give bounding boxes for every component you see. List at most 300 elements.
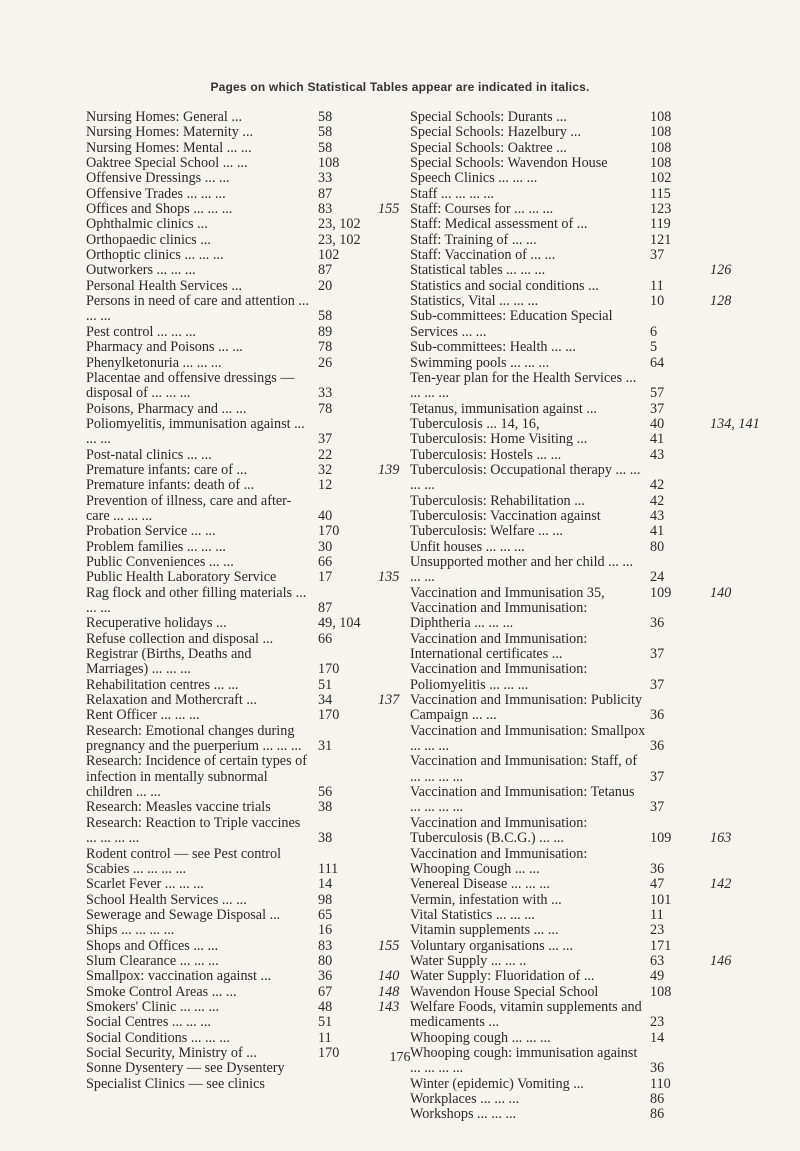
index-entry-text: Oaktree Special School ... ... bbox=[86, 155, 248, 172]
index-entry-text: Offices and Shops ... ... ... bbox=[86, 201, 233, 218]
index-entry-text: Tuberculosis: Home Visiting ... bbox=[410, 431, 588, 448]
index-entry bbox=[410, 509, 776, 524]
index-entry-text: Vaccination and Immunisation: International certificates ... bbox=[410, 630, 588, 663]
index-entry-pages: 51 bbox=[318, 1014, 333, 1031]
index-entry-pages: 108 bbox=[650, 109, 672, 125]
index-entry bbox=[86, 356, 382, 371]
index-entry-pages: 67 bbox=[318, 983, 333, 1000]
index-entry bbox=[86, 983, 400, 1000]
index-entry-table-pages: 163 bbox=[710, 830, 732, 847]
index-entry bbox=[86, 923, 382, 938]
index-entry-pages: 17 bbox=[318, 569, 333, 586]
index-entry bbox=[86, 402, 382, 417]
index-entry-text: Relaxation and Mothercraft ... bbox=[86, 692, 257, 709]
index-entry-table-pages: 155 bbox=[378, 937, 400, 954]
index-entry bbox=[410, 1092, 776, 1107]
index-entry-text: Prevention of illness, care and after-care ... ... ... bbox=[86, 492, 292, 524]
index-entry-pages: 63 bbox=[650, 952, 665, 969]
index-entry-pages: 56 bbox=[318, 784, 333, 801]
index-column-right bbox=[410, 110, 776, 1123]
index-entry-pages: 171 bbox=[650, 937, 672, 954]
index-entry bbox=[410, 969, 776, 984]
index-entry-text: Offensive Dressings ... ... bbox=[86, 170, 230, 187]
index-entry-pages: 87 bbox=[318, 262, 333, 279]
index-entry-pages: 24 bbox=[650, 569, 665, 586]
index-entry-pages: 49, 104 bbox=[318, 615, 361, 632]
index-entry bbox=[410, 524, 776, 539]
index-entry-text: Sonne Dysentery — see Dysentery bbox=[86, 1060, 285, 1077]
index-entry-pages: 37 bbox=[650, 676, 665, 693]
index-entry bbox=[410, 171, 776, 186]
index-entry-pages: 83 bbox=[318, 937, 333, 954]
index-entry bbox=[410, 985, 776, 1000]
index-entry-text: Whooping cough ... ... ... bbox=[410, 1029, 551, 1046]
index-entry-pages: 36 bbox=[650, 615, 665, 632]
index-entry-text: Staff: Courses for ... ... ... bbox=[410, 201, 554, 218]
index-entry-pages: 108 bbox=[318, 155, 340, 172]
index-entry bbox=[86, 1031, 382, 1046]
index-entry-text: Tuberculosis: Hostels ... ... bbox=[410, 446, 562, 463]
index-entry-table-pages: 140 bbox=[378, 968, 400, 985]
index-entry bbox=[410, 402, 776, 417]
index-entry-pages: 102 bbox=[318, 247, 340, 264]
index-entry-text: Premature infants: care of ... bbox=[86, 461, 248, 478]
index-entry bbox=[86, 201, 400, 218]
index-entry-text: Public Conveniences ... ... bbox=[86, 553, 234, 570]
index-entry bbox=[86, 187, 382, 202]
index-entry-pages: 43 bbox=[650, 507, 665, 524]
index-entry-text: Statistics and social conditions ... bbox=[410, 277, 599, 294]
index-entry-text: Rent Officer ... ... ... bbox=[86, 707, 200, 724]
index-entry bbox=[410, 371, 776, 402]
index-entry bbox=[86, 448, 382, 463]
index-entry bbox=[86, 877, 382, 892]
index-entry bbox=[86, 647, 382, 678]
index-entry-pages: 58 bbox=[318, 139, 333, 156]
index-entry-pages: 86 bbox=[650, 1106, 665, 1123]
index-entry-text: Smoke Control Areas ... ... bbox=[86, 983, 237, 1000]
index-entry-text: Probation Service ... ... bbox=[86, 523, 216, 540]
index-entry bbox=[410, 125, 776, 140]
index-entry-table-pages: 148 bbox=[378, 983, 400, 1000]
index-entry bbox=[86, 279, 382, 294]
index-entry-text: Vaccination and Immunisation: Tetanus ... ... ... ... bbox=[410, 784, 635, 816]
index-entry bbox=[410, 1107, 776, 1122]
index-entry-table-pages: 134, 141 bbox=[710, 415, 760, 432]
index-entry bbox=[410, 356, 776, 371]
index-entry-pages: 37 bbox=[650, 400, 665, 417]
index-entry bbox=[410, 463, 776, 494]
index-entry-table-pages: 140 bbox=[710, 584, 732, 601]
index-entry-pages: 57 bbox=[650, 385, 665, 402]
index-entry-pages: 42 bbox=[650, 492, 665, 509]
index-entry bbox=[410, 754, 776, 785]
index-entry-pages: 38 bbox=[318, 830, 333, 847]
index-entry bbox=[86, 171, 382, 186]
index-entry bbox=[410, 693, 776, 724]
index-entry bbox=[410, 187, 776, 202]
index-entry-text: Orthopaedic clinics ... bbox=[86, 231, 211, 248]
index-entry-pages: 49 bbox=[650, 968, 665, 985]
index-entry-pages: 80 bbox=[650, 538, 665, 555]
index-entry bbox=[410, 279, 776, 294]
index-entry-pages: 119 bbox=[650, 216, 671, 233]
index-entry bbox=[410, 954, 776, 969]
index-entry-pages: 37 bbox=[318, 431, 333, 448]
index-entry-pages: 83 bbox=[318, 201, 333, 218]
index-entry-pages: 33 bbox=[318, 385, 333, 402]
index-entry bbox=[86, 248, 382, 263]
index-entry bbox=[410, 202, 776, 217]
index-entry-pages: 23, 102 bbox=[318, 231, 361, 248]
index-entry bbox=[410, 233, 776, 248]
index-entry bbox=[86, 569, 400, 586]
index-entry-text: Social Centres ... ... ... bbox=[86, 1014, 211, 1031]
index-entry-text: Swimming pools ... ... ... bbox=[410, 354, 550, 371]
index-entry-table-pages: 143 bbox=[378, 998, 400, 1015]
index-entry bbox=[410, 1077, 776, 1092]
index-entry-pages: 41 bbox=[650, 431, 665, 448]
index-entry-text: Recuperative holidays ... bbox=[86, 615, 227, 632]
index-entry-text: Whooping cough: immunisation against ... ... ... ... bbox=[410, 1044, 638, 1077]
index-entry-pages: 11 bbox=[318, 1029, 332, 1046]
index-entry-table-pages: 139 bbox=[378, 461, 400, 478]
index-entry bbox=[86, 800, 382, 815]
index-entry-pages: 37 bbox=[650, 768, 665, 785]
index-entry-pages: 11 bbox=[650, 277, 664, 294]
index-entry bbox=[410, 785, 776, 816]
index-entry-table-pages: 135 bbox=[378, 569, 400, 586]
index-entry-text: Shops and Offices ... ... bbox=[86, 937, 219, 954]
index-entry-pages: 58 bbox=[318, 124, 333, 141]
index-entry bbox=[86, 263, 382, 278]
index-entry-pages: 109 bbox=[650, 584, 672, 601]
index-entry bbox=[410, 156, 776, 171]
index-entry-text: Staff: Training of ... ... bbox=[410, 231, 537, 248]
index-entry-table-pages: 155 bbox=[378, 201, 400, 218]
index-entry-text: Vaccination and Immunisation: Poliomyelitis ... ... ... bbox=[410, 661, 588, 693]
index-entry bbox=[86, 233, 382, 248]
index-entry-pages: 111 bbox=[318, 860, 339, 877]
index-entry-text: Rag flock and other filling materials ... ... ... bbox=[86, 584, 307, 616]
index-entry-pages: 98 bbox=[318, 891, 333, 908]
index-entry-text: Pharmacy and Poisons ... ... bbox=[86, 339, 243, 356]
index-entry-text: Wavendon House Special School bbox=[410, 983, 599, 1000]
index-entry-pages: 80 bbox=[318, 952, 333, 969]
index-entry-text: Tuberculosis: Vaccination against bbox=[410, 507, 601, 524]
index-entry-pages: 48 bbox=[318, 998, 333, 1015]
index-entry bbox=[86, 325, 382, 340]
index-entry-text: Tuberculosis ... 14, 16, bbox=[410, 415, 540, 432]
index-entry-pages: 36 bbox=[650, 1060, 665, 1077]
index-entry bbox=[86, 678, 382, 693]
index-entry-text: Registrar (Births, Deaths and Marriages) ... ... ... bbox=[86, 646, 252, 678]
index-entry-pages: 121 bbox=[650, 231, 672, 248]
index-entry-pages: 23 bbox=[650, 922, 665, 939]
index-entry bbox=[86, 893, 382, 908]
index-entry-text: Research: Reaction to Triple vaccines ... ... ... ... bbox=[86, 814, 301, 847]
index-entry-pages: 11 bbox=[650, 906, 664, 923]
index-entry-pages: 10 bbox=[650, 293, 665, 310]
index-entry-text: Nursing Homes: Mental ... ... bbox=[86, 139, 252, 156]
index-entry-text: Water Supply ... ... .. bbox=[410, 952, 527, 969]
index-entry-pages: 30 bbox=[318, 538, 333, 555]
index-entry-text: Nursing Homes: General ... bbox=[86, 109, 243, 125]
index-entry-pages: 23 bbox=[650, 1014, 665, 1031]
index-entry-pages: 108 bbox=[650, 983, 672, 1000]
index-entry bbox=[86, 217, 382, 232]
index-entry-text: School Health Services ... ... bbox=[86, 891, 247, 908]
index-entry-pages: 40 bbox=[650, 415, 665, 432]
index-entry-pages: 123 bbox=[650, 201, 672, 218]
page-number: 176 bbox=[389, 1050, 411, 1065]
index-entry-pages: 36 bbox=[318, 968, 333, 985]
index-entry-text: Specialist Clinics — see clinics bbox=[86, 1075, 265, 1092]
index-entry-pages: 14 bbox=[650, 1029, 665, 1046]
index-entry bbox=[410, 540, 776, 555]
index-entry-pages: 16 bbox=[318, 922, 333, 939]
index-entry-text: Tetanus, immunisation against ... bbox=[410, 400, 597, 417]
index-entry-text: Workshops ... ... ... bbox=[410, 1106, 517, 1123]
index-entry bbox=[86, 371, 382, 402]
index-entry-text: Rodent control — see Pest control bbox=[86, 845, 282, 862]
index-entry-text: Outworkers ... ... ... bbox=[86, 262, 196, 279]
index-entry bbox=[410, 432, 776, 447]
index-entry-table-pages: 146 bbox=[710, 952, 732, 969]
index-entry-pages: 37 bbox=[650, 247, 665, 264]
index-entry-text: Post-natal clinics ... ... bbox=[86, 446, 212, 463]
index-entry-text: Unsupported mother and her child ... ... ... ... bbox=[410, 553, 634, 586]
index-entry-text: Ophthalmic clinics ... bbox=[86, 216, 208, 233]
index-entry-text: Placentae and offensive dressings — disposal of ... ... ... bbox=[86, 369, 295, 402]
index-entry-text: Rehabilitation centres ... ... bbox=[86, 676, 239, 693]
index-entry-text: Scarlet Fever ... ... ... bbox=[86, 876, 204, 893]
index-entry-pages: 87 bbox=[318, 600, 333, 616]
index-entry-text: Research: Incidence of certain types of infection in mentally subnormal children ... ... bbox=[86, 753, 307, 801]
index-entry-text: Slum Clearance ... ... ... bbox=[86, 952, 219, 969]
index-entry bbox=[86, 937, 400, 954]
index-entry bbox=[86, 724, 382, 755]
index-entry-text: Smallpox: vaccination against ... bbox=[86, 968, 272, 985]
index-entry bbox=[86, 632, 382, 647]
index-entry bbox=[86, 954, 382, 969]
index-entry-text: Speech Clinics ... ... ... bbox=[410, 170, 538, 187]
index-entry-text: Vermin, infestation with ... bbox=[410, 891, 562, 908]
index-entry-text: Offensive Trades ... ... ... bbox=[86, 185, 226, 202]
index-entry bbox=[410, 141, 776, 156]
index-entry-pages: 110 bbox=[650, 1075, 671, 1092]
index-entry-text: Vaccination and Immunisation: Smallpox ... ... ... bbox=[410, 722, 646, 755]
index-entry-pages: 34 bbox=[318, 692, 333, 709]
index-entry bbox=[86, 478, 382, 493]
index-entry-text: Vital Statistics ... ... ... bbox=[410, 906, 535, 923]
index-entry bbox=[86, 494, 382, 525]
index-entry-text: Ten-year plan for the Health Services ... ... ... ... bbox=[410, 369, 637, 402]
index-entry bbox=[410, 110, 776, 125]
index-entry bbox=[410, 908, 776, 923]
index-entry bbox=[86, 754, 382, 800]
index-entry bbox=[410, 662, 776, 693]
index-entry-pages: 33 bbox=[318, 170, 333, 187]
index-entry-pages: 65 bbox=[318, 906, 333, 923]
index-entry-pages: 20 bbox=[318, 277, 333, 294]
index-entry bbox=[410, 263, 776, 278]
index-entry-text: Scabies ... ... ... ... bbox=[86, 860, 187, 877]
index-entry-pages: 78 bbox=[318, 339, 333, 356]
index-entry bbox=[410, 448, 776, 463]
index-entry-pages: 41 bbox=[650, 523, 665, 540]
index-entry bbox=[86, 555, 382, 570]
index-entry-pages: 101 bbox=[650, 891, 672, 908]
index-entry bbox=[86, 110, 382, 125]
index-header-note: Pages on which Statistical Tables appear are indicated in italics. bbox=[210, 80, 590, 94]
index-entry-pages: 14 bbox=[318, 876, 333, 893]
index-entry bbox=[410, 847, 776, 878]
index-entry-text: Special Schools: Durants ... bbox=[410, 109, 567, 125]
index-entry-text: Statistics, Vital ... ... ... bbox=[410, 293, 539, 310]
index-entry-text: Unfit houses ... ... ... bbox=[410, 538, 525, 555]
index-entry-text: Winter (epidemic) Vomiting ... bbox=[410, 1075, 584, 1092]
index-entry-pages: 108 bbox=[650, 155, 672, 172]
index-entry-pages: 170 bbox=[318, 661, 340, 678]
index-entry-text: Persons in need of care and attention ... ... ... bbox=[86, 293, 309, 325]
index-entry bbox=[410, 601, 776, 632]
index-entry bbox=[410, 217, 776, 232]
index-entry-text: Special Schools: Hazelbury ... bbox=[410, 124, 581, 141]
index-entry-pages: 170 bbox=[318, 523, 340, 540]
index-entry-pages: 6 bbox=[650, 323, 658, 340]
index-entry-pages: 40 bbox=[318, 507, 333, 524]
index-entry-text: Vaccination and Immunisation: Whooping Cough ... ... bbox=[410, 845, 588, 877]
index-entry bbox=[86, 847, 382, 862]
index-entry-text: Public Health Laboratory Service bbox=[86, 569, 277, 586]
index-entry-pages: 170 bbox=[318, 1044, 340, 1061]
index-entry-text: Sub-committees: Health ... ... bbox=[410, 339, 576, 356]
index-entry-text: Personal Health Services ... bbox=[86, 277, 243, 294]
index-entry-table-pages: 142 bbox=[710, 876, 732, 893]
index-entry-text: Poliomyelitis, immunisation against ... ... ... bbox=[86, 415, 305, 448]
index-entry-text: Vitamin supplements ... ... bbox=[410, 922, 559, 939]
index-entry bbox=[86, 586, 382, 617]
index-entry-text: Special Schools: Wavendon House bbox=[410, 155, 608, 172]
index-entry bbox=[410, 1031, 776, 1046]
index-entry-pages: 38 bbox=[318, 799, 333, 816]
index-entry-pages: 26 bbox=[318, 354, 333, 371]
index-entry-pages: 58 bbox=[318, 308, 333, 325]
index-entry-text: Venereal Disease ... ... ... bbox=[410, 876, 550, 893]
index-entry-text: Workplaces ... ... ... bbox=[410, 1091, 520, 1107]
index-entry bbox=[410, 417, 776, 432]
index-entry-text: Poisons, Pharmacy and ... ... bbox=[86, 400, 247, 417]
index-entry-text: Vaccination and Immunisation: Diphtheria ... ... ... bbox=[410, 600, 588, 632]
index-entry-text: Social Security, Ministry of ... bbox=[86, 1044, 257, 1061]
index-entry-pages: 89 bbox=[318, 323, 333, 340]
index-entry bbox=[86, 862, 382, 877]
index-entry-text: Tuberculosis: Occupational therapy ... ... ... ... bbox=[410, 461, 641, 494]
index-entry bbox=[410, 309, 776, 340]
index-entry-table-pages: 128 bbox=[710, 293, 732, 310]
index-entry-pages: 22 bbox=[318, 446, 333, 463]
index-entry bbox=[410, 724, 776, 755]
index-entry bbox=[410, 555, 776, 586]
index-entry bbox=[410, 494, 776, 509]
index-entry-text: Water Supply: Fluoridation of ... bbox=[410, 968, 595, 985]
index-entry bbox=[86, 692, 400, 709]
index-entry-text: Pest control ... ... ... bbox=[86, 323, 196, 340]
index-entry-text: Vaccination and Immunisation: Staff, of ... ... ... ... bbox=[410, 753, 638, 785]
index-entry bbox=[410, 893, 776, 908]
index-entry-pages: 36 bbox=[650, 860, 665, 877]
index-entry-pages: 36 bbox=[650, 738, 665, 755]
index-entry-pages: 78 bbox=[318, 400, 333, 417]
index-entry bbox=[86, 540, 382, 555]
index-entry-pages: 170 bbox=[318, 707, 340, 724]
index-entry-pages: 47 bbox=[650, 876, 665, 893]
index-entry-text: Vaccination and Immunisation: Publicity Campaign ... ... bbox=[410, 692, 643, 724]
index-entry bbox=[86, 1015, 382, 1030]
index-entry-text: Problem families ... ... ... bbox=[86, 538, 226, 555]
index-entry bbox=[86, 461, 400, 478]
index-entry-pages: 23, 102 bbox=[318, 216, 361, 233]
index-entry-pages: 108 bbox=[650, 139, 672, 156]
index-entry-pages: 31 bbox=[318, 738, 333, 755]
index-entry-pages: 51 bbox=[318, 676, 333, 693]
index-entry-text: Staff: Vaccination of ... ... bbox=[410, 247, 556, 264]
index-entry-text: Staff ... ... ... ... bbox=[410, 185, 495, 202]
index-entry bbox=[86, 156, 382, 171]
index-entry-pages: 86 bbox=[650, 1091, 665, 1107]
index-entry-text: Research: Emotional changes during pregnancy and the puerperium ... ... ... bbox=[86, 722, 302, 755]
index-entry bbox=[410, 1000, 776, 1031]
index-entry-pages: 66 bbox=[318, 630, 333, 647]
index-entry bbox=[410, 294, 776, 309]
index-entry-text: Social Conditions ... ... ... bbox=[86, 1029, 230, 1046]
index-entry-pages: 87 bbox=[318, 185, 333, 202]
index-entry-text: Vaccination and Immunisation 35, bbox=[410, 584, 605, 601]
index-entry-pages: 42 bbox=[650, 477, 665, 494]
index-entry bbox=[86, 616, 382, 631]
index-entry-text: Phenylketonuria ... ... ... bbox=[86, 354, 222, 371]
index-entry bbox=[86, 816, 382, 847]
index-entry bbox=[410, 816, 776, 847]
index-entry-text: Nursing Homes: Maternity ... bbox=[86, 124, 254, 141]
index-entry bbox=[410, 248, 776, 263]
index-entry bbox=[86, 1077, 382, 1092]
index-entry-pages: 58 bbox=[318, 109, 333, 125]
index-entry-pages: 102 bbox=[650, 170, 672, 187]
index-entry-text: Welfare Foods, vitamin supplements and medicaments ... bbox=[410, 998, 642, 1031]
index-entry-table-pages: 126 bbox=[710, 262, 732, 279]
index-entry bbox=[86, 998, 400, 1015]
index-entry bbox=[86, 294, 382, 325]
index-entry bbox=[86, 708, 382, 723]
index-entry-text: Orthoptic clinics ... ... ... bbox=[86, 247, 224, 264]
index-entry-text: Voluntary organisations ... ... bbox=[410, 937, 574, 954]
index-entry-pages: 12 bbox=[318, 477, 333, 494]
index-entry bbox=[410, 923, 776, 938]
index-entry-pages: 37 bbox=[650, 799, 665, 816]
index-entry-text: Refuse collection and disposal ... bbox=[86, 630, 274, 647]
index-entry-text: Special Schools: Oaktree ... bbox=[410, 139, 567, 156]
index-entry-text: Statistical tables ... ... ... bbox=[410, 262, 546, 279]
index-entry-text: Sewerage and Sewage Disposal ... bbox=[86, 906, 281, 923]
index-entry-text: Vaccination and Immunisation: Tuberculosis (B.C.G.) ... ... bbox=[410, 814, 588, 847]
index-entry bbox=[410, 877, 776, 892]
index-entry-pages: 37 bbox=[650, 646, 665, 663]
index-entry-text: Research: Measles vaccine trials bbox=[86, 799, 271, 816]
index-entry bbox=[410, 632, 776, 663]
index-entry-text: Tuberculosis: Rehabilitation ... bbox=[410, 492, 585, 509]
